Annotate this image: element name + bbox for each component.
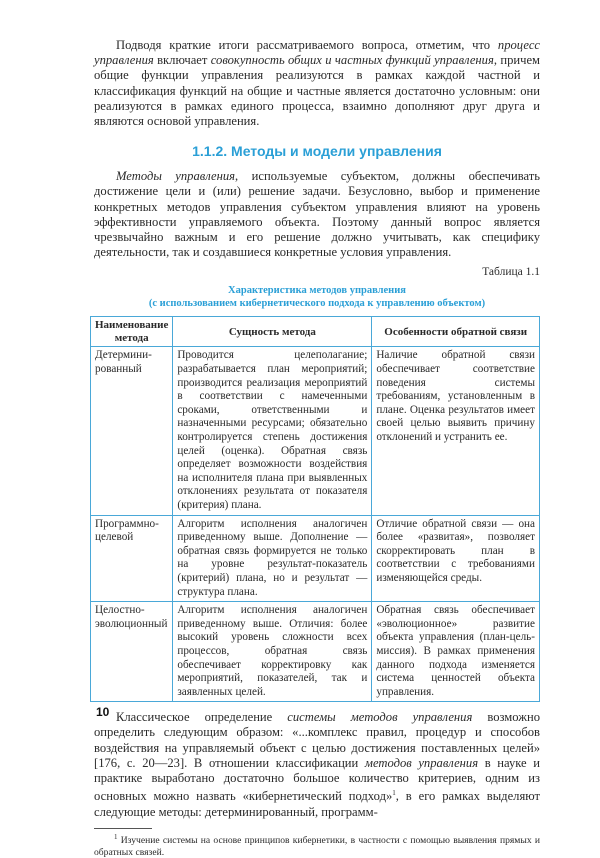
table-header-row <box>91 317 540 347</box>
footnote <box>94 832 540 858</box>
method-essence: Алгоритм исполнения аналогичен приведенному выше. Отличия: более высокий уровень сложности всех процессов, обратная связь обеспечивает корректировку как мероприятий, показателей, так и заявленных целей. <box>173 602 372 702</box>
methods-table <box>90 316 540 702</box>
page-number: 10 <box>96 705 110 719</box>
emphasis-term: совокупность общих и частных функций управления <box>210 53 494 68</box>
method-name: Детерминированный <box>91 347 173 515</box>
intro-paragraph <box>94 38 540 129</box>
header-method-essence: Сущность метода <box>173 317 372 347</box>
classic-definition-paragraph <box>94 710 540 820</box>
footnote-text: Изучение системы на основе принципов кибернетики, в частности с помощью выявления прямых и обратных связей. <box>94 835 540 858</box>
emphasis-term: процесс управления <box>94 38 540 68</box>
header-method-name: Наименование метода <box>91 317 173 347</box>
header-feedback: Особенности обратной связи <box>372 317 540 347</box>
method-name: Целостно-эволюционный <box>91 602 173 702</box>
footnote-divider <box>94 828 152 829</box>
emphasis-term: методов управления <box>364 755 479 770</box>
section-heading: 1.1.2. Методы и модели управления <box>192 143 442 160</box>
method-essence: Проводится целеполагание; разрабатывается план мероприятий; производится реализация мероприятий в соответствии с намеченными сроками, ответственными и назначенными ресурсами; обязательно контролируется степень достижения целей (оценка). Обратная связь определяет возможности воздействия на исполнителя плана при выявленных отклонениях результата от показателя (критерия) плана. <box>173 347 372 515</box>
text-run: , в его рамках выделяют следующие методы: детерминированный, программ- <box>94 789 540 819</box>
emphasis-term: Методы управления <box>116 169 236 184</box>
method-feedback: Отличие обратной связи — она более «развитая», позволяет скорректировать план в соответствии с требованиями изменяющейся среды. <box>372 515 540 602</box>
table-row <box>91 602 540 702</box>
emphasis-term: системы методов управления <box>287 710 473 725</box>
text-run: возможно определить следующим образом: «...комплекс правил, процедур и способов воздействия на управляемый объект с целью достижения поставленных целей» [176, с. 20—23]. В отношении классификации <box>94 710 540 770</box>
table-row <box>91 515 540 602</box>
table-caption <box>94 284 540 310</box>
table-caption-line: (с использованием кибернетического подхода к управлению объектом) <box>148 298 486 310</box>
text-run: в науке и практике выработано достаточно большое количество критериев, одним из основных можно назвать «кибернетический подход» <box>94 755 540 804</box>
text-run: , используемые субъектом, должны обеспечивать достижение цели и (или) решение задачи. Безусловно, выбор и применение конкретных методов управления субъектом управления влияют на уровень эффективности управляемого объекта. Поэтому данный вопрос является чрезвычайно важным и его решение должно учитывать, как специфику деятельности, так и создавшиеся конкретные условия управления. <box>94 169 540 260</box>
text-run: Классическое определение <box>116 710 288 725</box>
text-run: Подводя краткие итоги рассматриваемого вопроса, отметим, что <box>116 38 498 52</box>
method-feedback: Наличие обратной связи обеспечивает соответствие поведения системы требованиям, установленным в плане. Оценка результатов имеет своей целью выявить причину отклонений и устранить ее. <box>372 347 540 515</box>
table-row <box>91 347 540 515</box>
footnote-ref[interactable]: 1 <box>392 789 396 798</box>
page-content <box>94 38 540 858</box>
footnote-mark: 1 <box>114 832 118 841</box>
table-label: Таблица 1.1 <box>482 266 540 279</box>
table-caption-line: Характеристика методов управления <box>228 285 406 297</box>
method-feedback: Обратная связь обеспечивает «эволюционное» развитие объекта управления (план-цель-миссия). В рамках применения данного подхода изменяется система ценностей объекта управления. <box>372 602 540 702</box>
method-name: Программно-целевой <box>91 515 173 602</box>
methods-paragraph <box>94 169 540 260</box>
text-run: , причем общие функции управления реализуются в рамках каждой частной и классификация функций на общие и частные является достаточно условным: они реализуются в рамках единого процесса, взаимно дополняют друг друга и являются основой управления. <box>94 53 541 129</box>
method-essence: Алгоритм исполнения аналогичен приведенному выше. Дополнение — обратная связь формируется не только на уровне результат-показатель (критерий) плана, но и результат — структура плана. <box>173 515 372 602</box>
text-run: включает <box>153 53 211 68</box>
